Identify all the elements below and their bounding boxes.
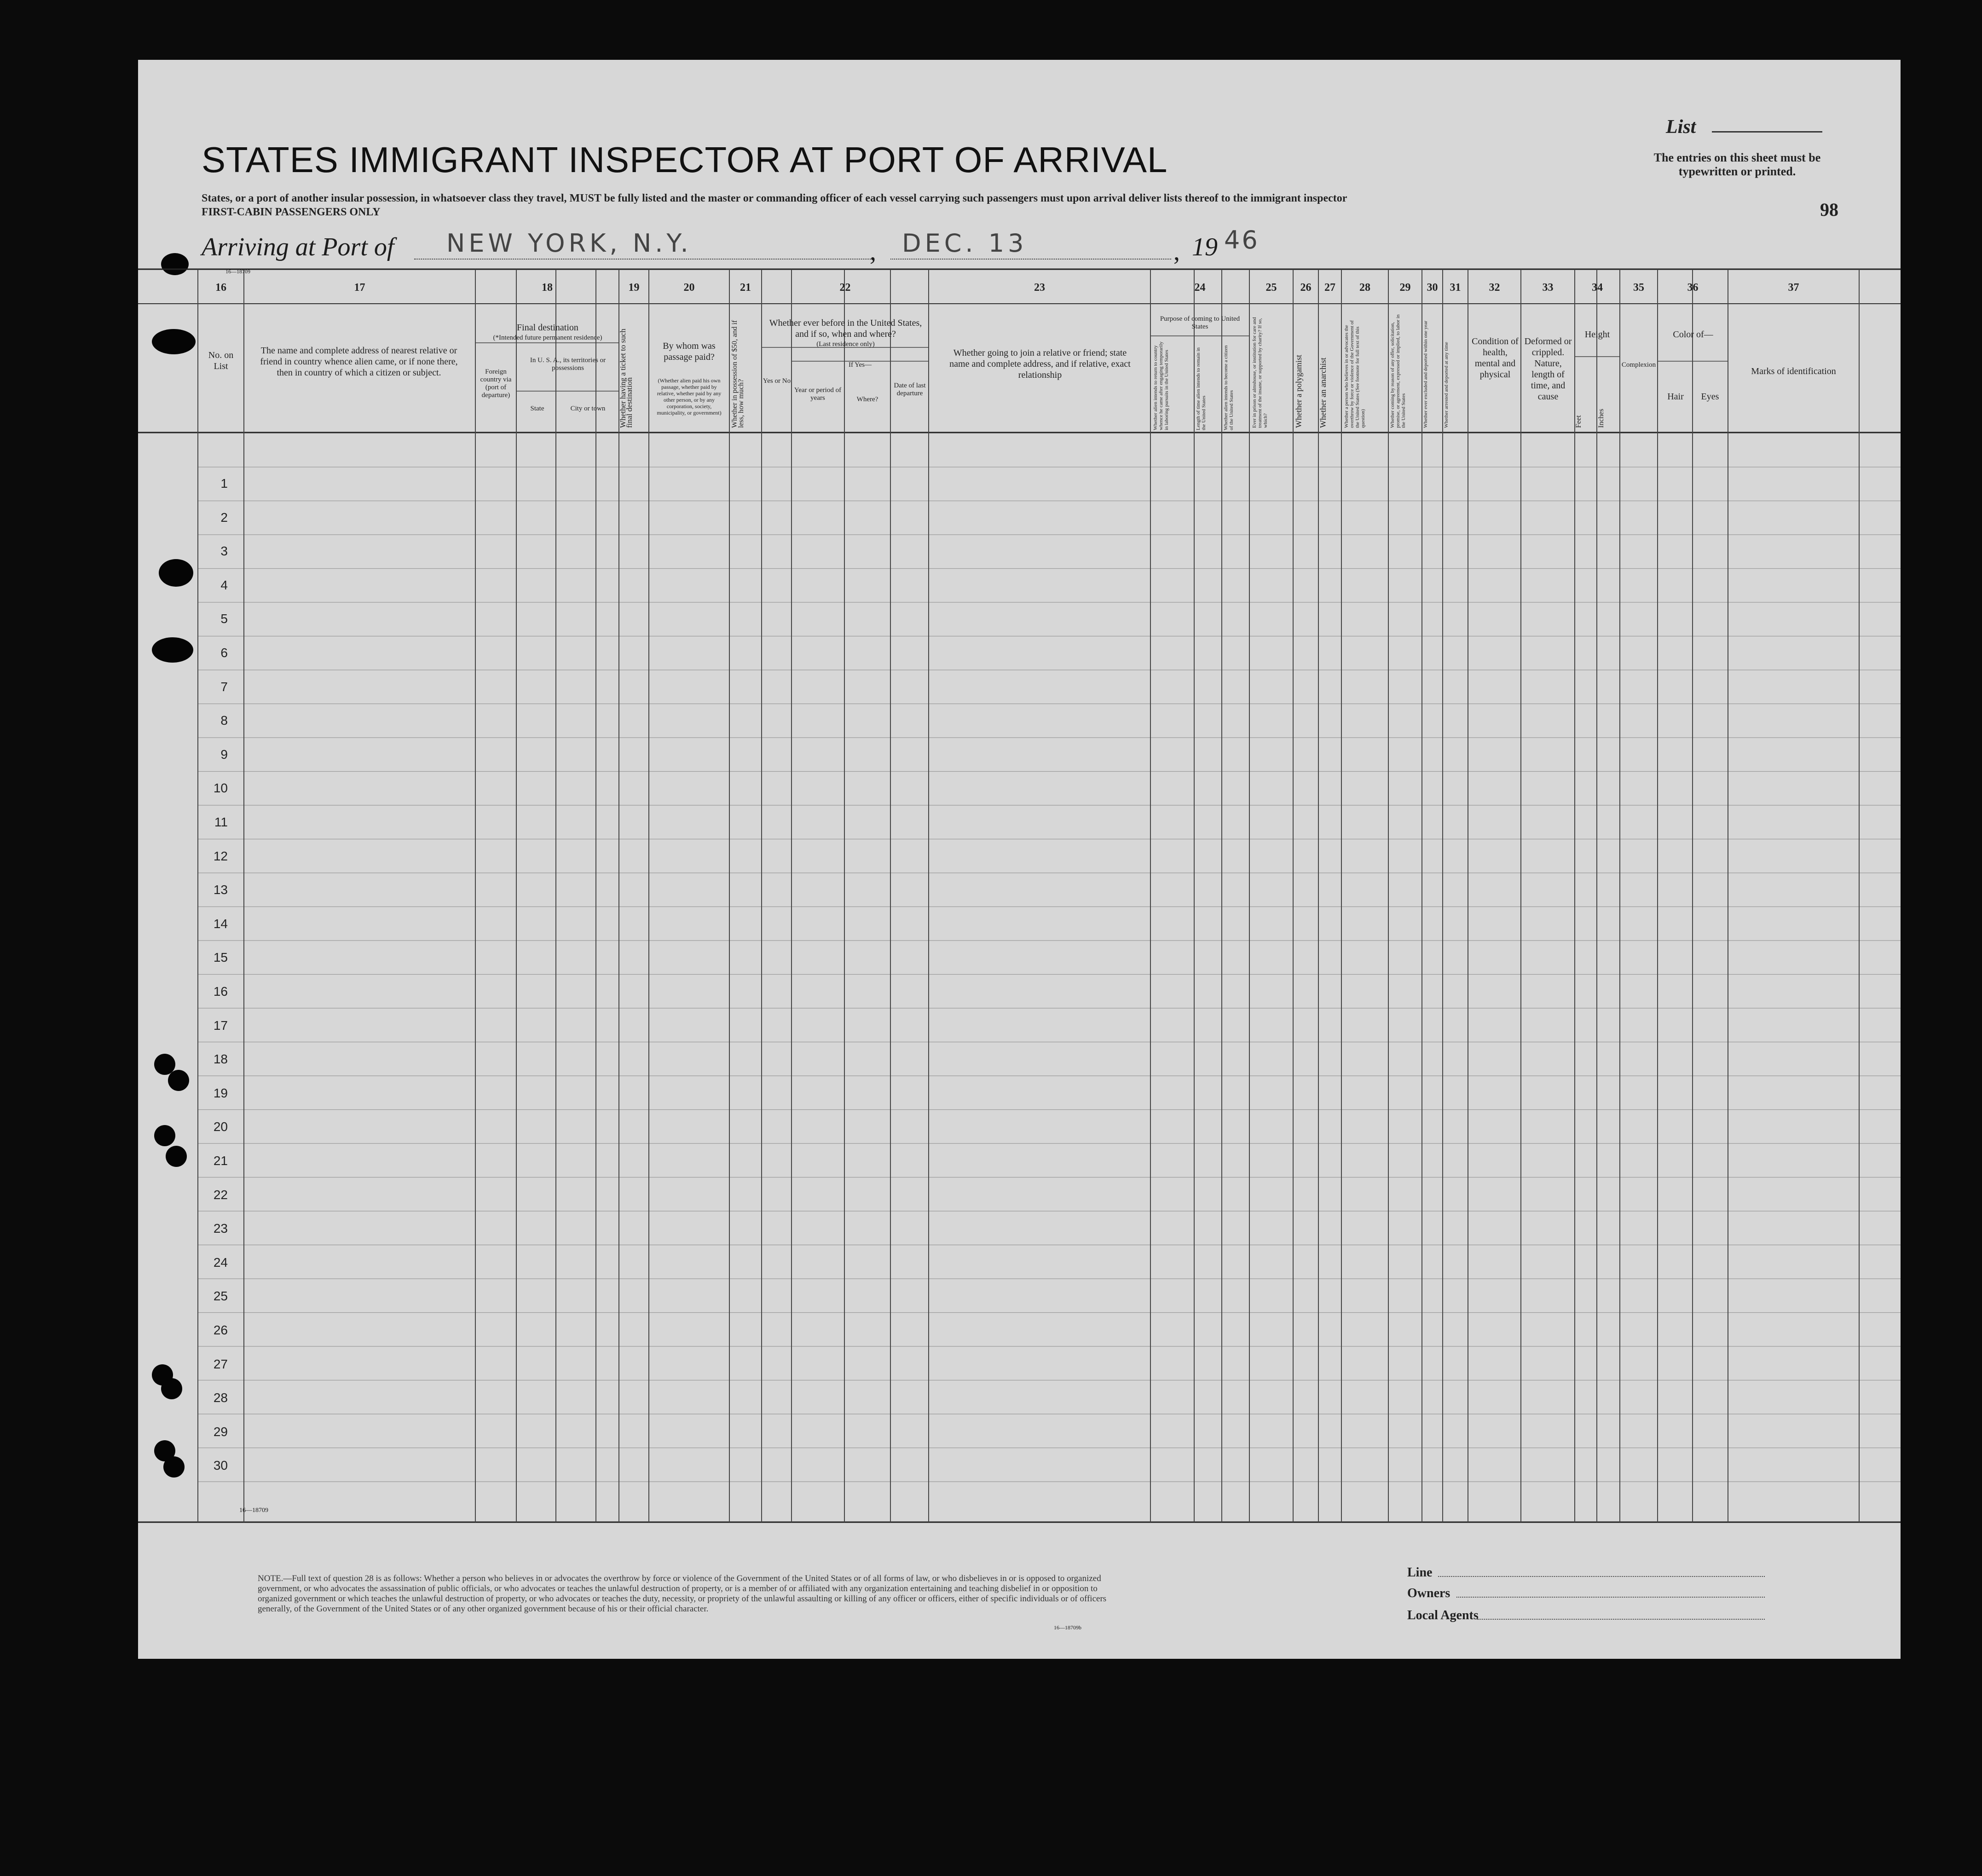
header-feet: Feet — [1575, 415, 1583, 428]
column-number: 30 — [1427, 282, 1438, 294]
header-anarchist: Whether an anarchist — [1318, 358, 1328, 428]
header-final-destination: Final destination — [517, 323, 578, 333]
column-number: 21 — [740, 282, 751, 294]
column-number: 32 — [1489, 282, 1500, 294]
header-height: Height — [1584, 329, 1610, 340]
column-number: 25 — [1265, 282, 1277, 294]
header-hair: Hair — [1667, 392, 1684, 402]
column-number: 26 — [1300, 282, 1312, 294]
header-foreign-country: Foreign country via (port of departure) — [480, 368, 512, 399]
header-no-on-list: No. on List — [208, 350, 234, 371]
row-number: 12 — [213, 849, 228, 863]
owners-label: Owners — [1407, 1586, 1450, 1600]
header-excluded: Whether ever excluded and deported within one year — [1423, 320, 1428, 428]
row-number: 21 — [213, 1154, 228, 1168]
row-number: 30 — [213, 1458, 228, 1473]
row-number: 28 — [213, 1391, 228, 1405]
handwritten-year: 46 — [1224, 225, 1260, 254]
comma-separator: , — [870, 237, 876, 266]
header-purpose-return: Whether alien intends to return to country whence he came after engaging temporarily in laboring pursuits in the United States — [1153, 341, 1169, 430]
column-number: 22 — [839, 282, 851, 294]
local-agents-field — [1477, 1619, 1765, 1620]
footnote-question-28: NOTE.—Full text of question 28 is as follows: Whether a person who believes in or advocates the overthrow by force or violence of the Government of the United States or of all forms of law, or who disbelieves in or is opposed to organized government, or who advocates the assassination of public officials, or who advocates or teaches the unlawful destruction of property, or is a member of or affiliated with any organization entertaining and teaching disbelief in or opposition to organized government or which teaches the unlawful destruction of property, or who advocates or teaches the duty, necessity, or propriety of the unlawful assaulting or killing of any officer or officers, either of specific individuals or of officers generally, of the Government of the United States or of any other organized government because of his or their official character. — [258, 1574, 1107, 1614]
header-city: City or town — [570, 405, 606, 412]
year-printed: 19 — [1192, 233, 1218, 261]
row-number: 11 — [214, 815, 228, 829]
header-prison: Ever in prison or almshouse, or institution for care and treatment of the insane, or supported by charity? If so, which? — [1252, 317, 1268, 428]
header-purpose-citizen: Whether alien intends to become a citizen of the United States — [1223, 345, 1234, 430]
column-number: 18 — [542, 282, 553, 294]
page-subtitle: States, or a port of another insular possession, in whatsoever class they travel, MUST be fully listed and the master or commanding officer of each vessel carrying such passengers must upon arrival deliver lists thereof to the immigrant inspector — [202, 192, 1347, 204]
footnote-code: 16—18709b — [1054, 1624, 1081, 1631]
column-number: 33 — [1542, 282, 1554, 294]
row-number: 14 — [213, 916, 228, 931]
column-number: 24 — [1194, 282, 1206, 294]
header-nearest-relative: The name and complete address of nearest relative or friend in country whence alien came, or if none there, then in country of which a citizen or subject. — [260, 346, 458, 378]
handwritten-date: DEC. 13 — [902, 229, 1028, 258]
arriving-label: Arriving at Port of — [202, 233, 394, 261]
column-number: 16 — [215, 282, 226, 294]
column-number: 17 — [354, 282, 365, 294]
header-yes-no: Yes or No — [763, 377, 791, 385]
row-number: 5 — [220, 612, 228, 626]
bottom-form-code: 16—18709 — [239, 1507, 268, 1514]
column-number: 29 — [1399, 282, 1411, 294]
list-label: List — [1666, 116, 1696, 138]
header-deformed: Deformed or crippled. Nature, length of time, and cause — [1524, 336, 1572, 402]
typewritten-instructions: The entries on this sheet must be typewritten or printed. — [1653, 151, 1821, 178]
row-number: 2 — [220, 510, 228, 525]
header-join-relative: Whether going to join a relative or friend; state name and complete address, and if relative, exact relationship — [949, 348, 1131, 380]
line-label: Line — [1407, 1565, 1433, 1580]
row-number: 17 — [213, 1018, 228, 1033]
column-number: 31 — [1450, 282, 1461, 294]
handwritten-port: NEW YORK, N.Y. — [446, 229, 692, 258]
row-number: 24 — [213, 1255, 228, 1270]
header-purpose-length: Length of time alien intends to remain in the United States — [1196, 347, 1207, 430]
column-number: 27 — [1324, 282, 1335, 294]
row-number: 15 — [213, 950, 228, 965]
list-line — [1712, 131, 1822, 133]
column-number: 36 — [1687, 282, 1699, 294]
column-number: 37 — [1788, 282, 1799, 294]
row-number: 3 — [220, 544, 228, 559]
row-number: 16 — [213, 984, 228, 999]
header-date-departure: Date of last departure — [894, 382, 926, 397]
form-code: 16—18709 — [225, 268, 250, 275]
row-number: 18 — [213, 1052, 228, 1067]
header-labor-offer: Whether coming by reason of any offer, solicitation, promise, or agreement, expressed or implied, to labor in the United States — [1390, 314, 1406, 428]
row-number: 1 — [220, 476, 228, 491]
row-number: 20 — [213, 1120, 228, 1134]
header-passage-paid: By whom was passage paid? — [663, 341, 716, 362]
row-number: 7 — [220, 679, 228, 694]
header-last-residence: (Last residence only) — [816, 341, 875, 348]
comma-separator: , — [1173, 237, 1180, 266]
header-state: State — [530, 405, 544, 412]
page-title: STATES IMMIGRANT INSPECTOR AT PORT OF ARRIVAL — [202, 139, 1168, 180]
column-number: 34 — [1592, 282, 1603, 294]
header-polygamist: Whether a polygamist — [1294, 355, 1303, 428]
row-number: 25 — [213, 1289, 228, 1304]
row-number: 27 — [213, 1356, 228, 1371]
header-purpose: Purpose of coming to United States — [1160, 315, 1240, 330]
header-fifty-dollars: Whether in possession of $50, and if less, how much? — [731, 320, 745, 428]
local-agents-label: Local Agents — [1407, 1608, 1479, 1622]
header-final-destination-note: (*Intended future permanent residence) — [493, 334, 602, 341]
row-number: 10 — [213, 781, 228, 796]
header-complexion: Complexion — [1621, 361, 1656, 369]
row-number: 22 — [213, 1187, 228, 1202]
passenger-class: FIRST-CABIN PASSENGERS ONLY — [202, 206, 381, 218]
row-number: 6 — [220, 646, 228, 660]
page-number: 98 — [1820, 199, 1838, 220]
owners-field — [1456, 1597, 1765, 1598]
header-passage-note: (Whether alien paid his own passage, whether paid by relative, whether paid by any other person, or by any corporation, society, municipality, or government) — [657, 377, 722, 416]
header-color-of: Color of— — [1673, 329, 1713, 340]
header-health: Condition of health, mental and physical — [1472, 336, 1519, 380]
row-number: 8 — [220, 713, 228, 728]
header-in-usa: In U. S. A., its territories or possessions — [530, 357, 606, 372]
row-number: 9 — [220, 747, 228, 762]
date-line — [890, 259, 1171, 260]
header-deported: Whether arrested and deported at any time — [1444, 342, 1449, 428]
row-number: 19 — [213, 1085, 228, 1100]
header-where: Where? — [856, 396, 878, 403]
row-number: 13 — [213, 883, 228, 897]
column-number: 35 — [1633, 282, 1644, 294]
column-number: 28 — [1359, 282, 1370, 294]
column-number: 20 — [683, 282, 695, 294]
port-line — [414, 259, 874, 260]
header-year-period: Year or period of years — [794, 387, 842, 402]
line-field — [1438, 1576, 1765, 1577]
column-number: 23 — [1034, 282, 1045, 294]
row-number: 23 — [213, 1221, 228, 1236]
column-number: 19 — [628, 282, 640, 294]
row-number: 29 — [213, 1424, 228, 1439]
row-number: 26 — [213, 1323, 228, 1337]
row-number: 4 — [220, 577, 228, 592]
header-ever-before: Whether ever before in the United States, and if so, when and where? — [769, 318, 922, 339]
header-marks-identification: Marks of identification — [1751, 366, 1836, 376]
header-inches: Inches — [1597, 409, 1605, 428]
header-ticket: Whether having a ticket to such final destination — [618, 329, 634, 428]
header-if-yes: If Yes— — [848, 361, 872, 369]
header-eyes: Eyes — [1701, 392, 1719, 402]
header-overthrow: Whether a person who believes in or advocates the overthrow by force or violence of the Government of the United States (See footnote for full text of this question) — [1344, 320, 1366, 428]
